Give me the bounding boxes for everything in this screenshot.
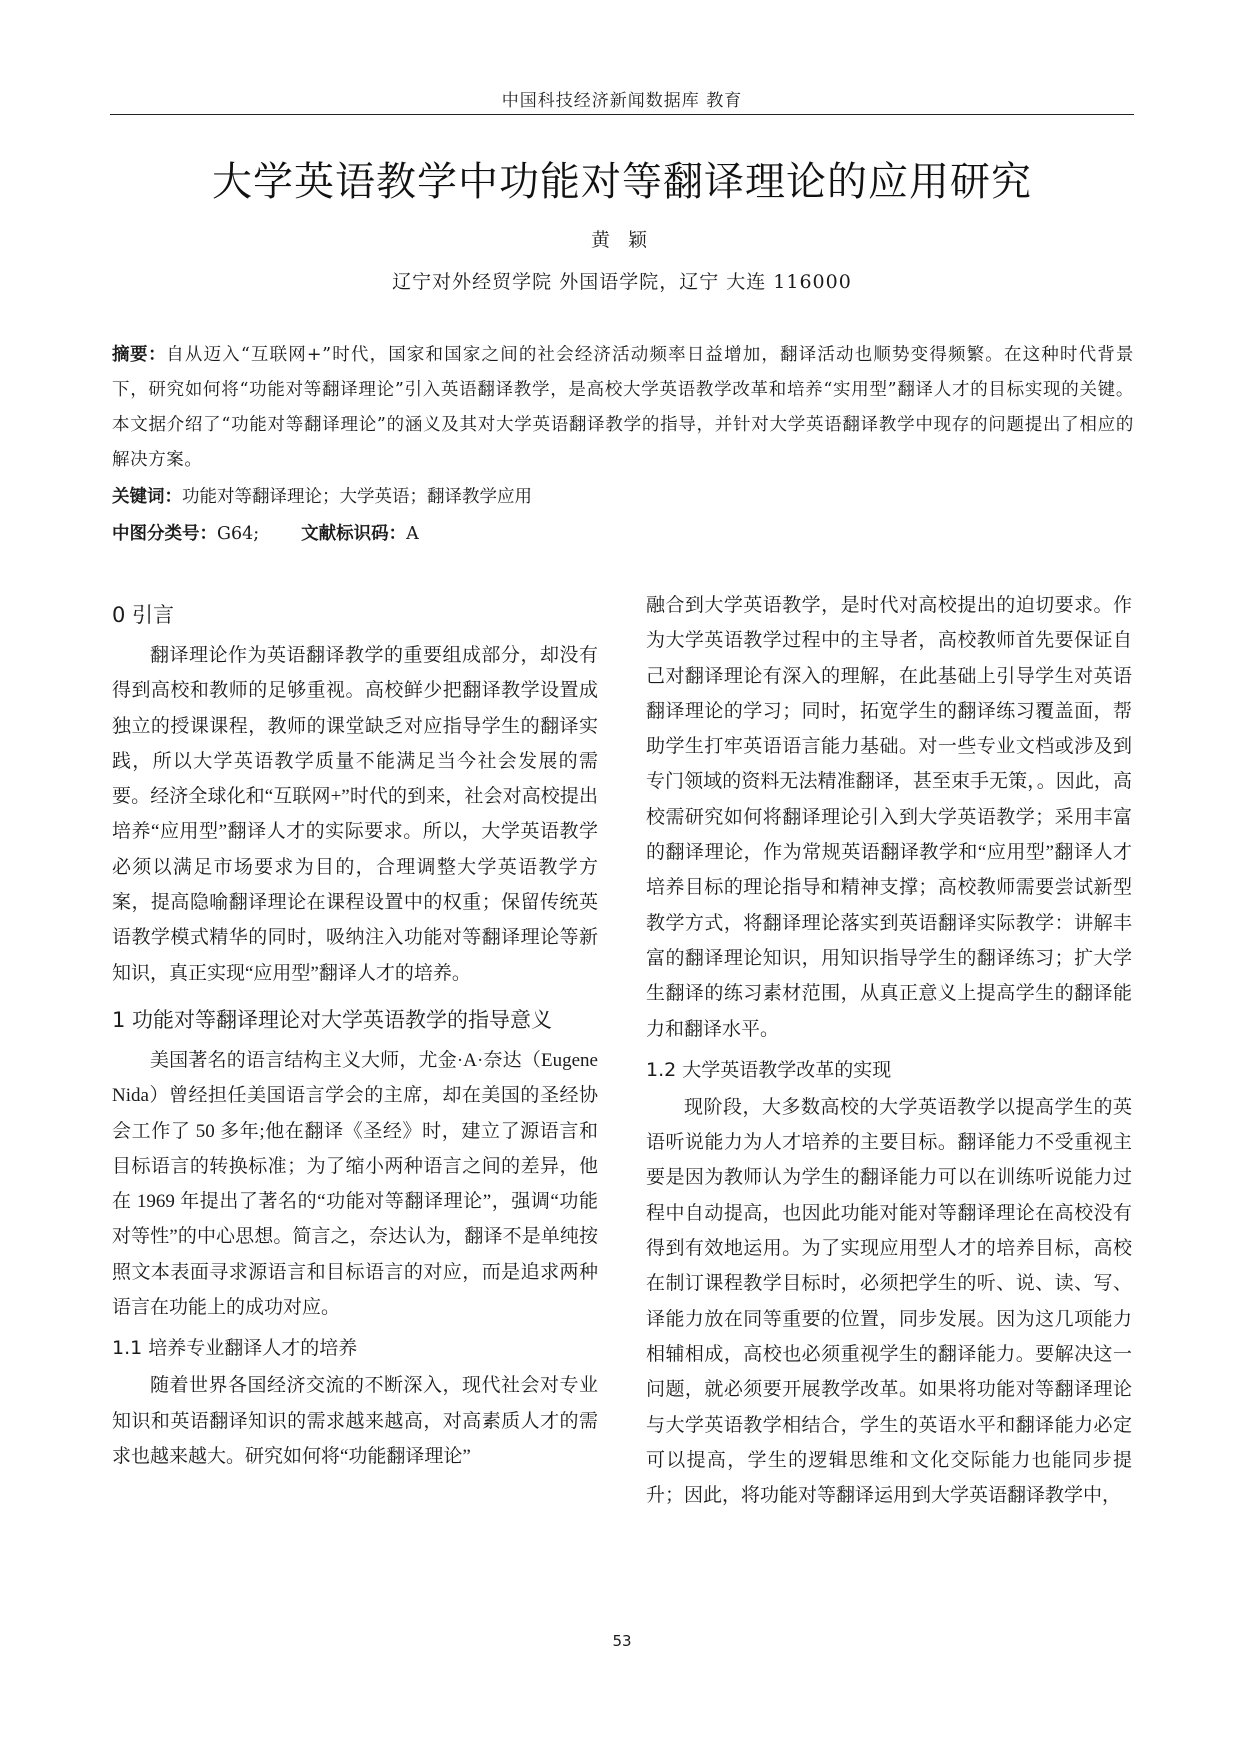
doc-code-label: 文献标识码： — [301, 524, 407, 544]
section-1-2-heading: 1.2 大学英语教学改革的实现 — [646, 1058, 892, 1081]
abstract-text: 自从迈入“互联网+”时代，国家和国家之间的社会经济活动频率日益增加，翻译活动也顺势变得频繁。在这种时代背景下，研究如何将“功能对等翻译理论”引入英语翻译教学，是高校大学英语教学改革和培养“实用型”翻译人才的目标实现的关键。 本文据介绍了“功能对等翻译理论”的涵义及其对大学英语翻译教学的指导，并针对大学英语翻译教学中现存的问题提出了相应的解决方案。 — [112, 345, 1135, 470]
right-column — [646, 588, 1132, 1513]
author-affiliation: 辽宁对外经贸学院 外国语学院，辽宁 大连 116000 — [392, 271, 852, 293]
section-1-heading: 1 功能对等翻译理论对大学英语教学的指导意义 — [112, 1007, 553, 1032]
section-0-paragraph: 翻译理论作为英语翻译教学的重要组成部分，却没有得到高校和教师的足够重视。高校鲜少把翻译教学设置成独立的授课课程，教师的课堂缺乏对应指导学生的翻译实践，所以大学英语教学质量不能满足当今社会发展的需要。经济全球化和“互联网+”时代的到来，社会对高校提出培养“应用型”翻译人才的实际要求。所以，大学英语教学必须以满足市场要求为目的，合理调整大学英语教学方案，提高隐喻翻译理论在课程设置中的权重；保留传统英语教学模式精华的同时，吸纳注入功能对等翻译理论等新知识，真正实现“应用型”翻译人才的培养。 — [112, 645, 598, 984]
keywords-text: 功能对等翻译理论；大学英语；翻译教学应用 — [182, 487, 532, 507]
section-0-heading: 0 引言 — [112, 603, 175, 627]
section-1-paragraph: 美国著名的语言结构主义大师，尤金·A·奈达（Eugene Nida）曾经担任美国语言学会的主席，却在美国的圣经协会工作了 50 多年;他在翻译《圣经》时，建立了源语言和目标语言的转换标准；为了缩小两种语言之间的差异，他在 1969 年提出了著名的“功能对等翻译理论”，强调“功能对等性”的中心思想。简言之，奈达认为，翻译不是单纯按照文本表面寻求源语言和目标语言的对应，而是追求两种语言在功能上的成功对应。 — [112, 1049, 598, 1319]
keywords — [112, 483, 1134, 508]
left-column — [112, 596, 598, 1474]
section-1-1-heading: 1.1 培养专业翻译人才的培养 — [112, 1337, 358, 1360]
abstract — [112, 338, 1134, 478]
header-rule — [110, 114, 1134, 115]
keywords-label: 关键词： — [112, 487, 182, 507]
classification-line — [112, 520, 1134, 545]
running-head: 中国科技经济新闻数据库 教育 — [501, 91, 743, 111]
abstract-label: 摘要： — [112, 345, 167, 365]
clc-value: G64; — [217, 524, 260, 544]
page-number: 53 — [612, 1632, 632, 1650]
doc-code-value: A — [406, 524, 419, 544]
section-1-1-paragraph: 随着世界各国经济交流的不断深入，现代社会对专业知识和英语翻译知识的需求越来越高，对高素质人才的需求也越来越大。研究如何将“功能翻译理论” — [112, 1375, 598, 1467]
section-1-1-paragraph-continued: 融合到大学英语教学，是时代对高校提出的迫切要求。作为大学英语教学过程中的主导者，高校教师首先要保证自己对翻译理论有深入的理解，在此基础上引导学生对英语翻译理论的学习；同时，拓宽学生的翻译练习覆盖面，帮助学生打牢英语语言能力基础。对一些专业文档或涉及到专门领域的资料无法精准翻译，甚至束手无策，。因此，高校需研究如何将翻译理论引入到大学英语教学；采用丰富的翻译理论，作为常规英语翻译教学和“应用型”翻译人才培养目标的理论指导和精神支撑；高校教师需要尝试新型教学方式，将翻译理论落实到英语翻译实际教学：讲解丰富的翻译理论知识，用知识指导学生的翻译练习；扩大学生翻译的练习素材范围，从真正意义上提高学生的翻译能力和翻译水平。 — [646, 595, 1132, 1040]
clc-label: 中图分类号： — [112, 524, 217, 544]
article-title: 大学英语教学中功能对等翻译理论的应用研究 — [212, 159, 1032, 205]
author-name: 黄 颖 — [590, 229, 654, 251]
section-1-2-paragraph: 现阶段，大多数高校的大学英语教学以提高学生的英语听说能力为人才培养的主要目标。翻译能力不受重视主要是因为教师认为学生的翻译能力可以在训练听说能力过程中自动提高，也因此功能对能对等翻译理论在高校没有得到有效地运用。为了实现应用型人才的培养目标，高校在制订课程教学目标时，必须把学生的听、说、读、写、译能力放在同等重要的位置，同步发展。因为这几项能力相辅相成，高校也必须重视学生的翻译能力。要解决这一问题，就必须要开展教学改革。如果将功能对等翻译理论与大学英语教学相结合，学生的英语水平和翻译能力必定可以提高，学生的逻辑思维和文化交际能力也能同步提升；因此，将功能对等翻译运用到大学英语翻译教学中， — [646, 1096, 1132, 1507]
